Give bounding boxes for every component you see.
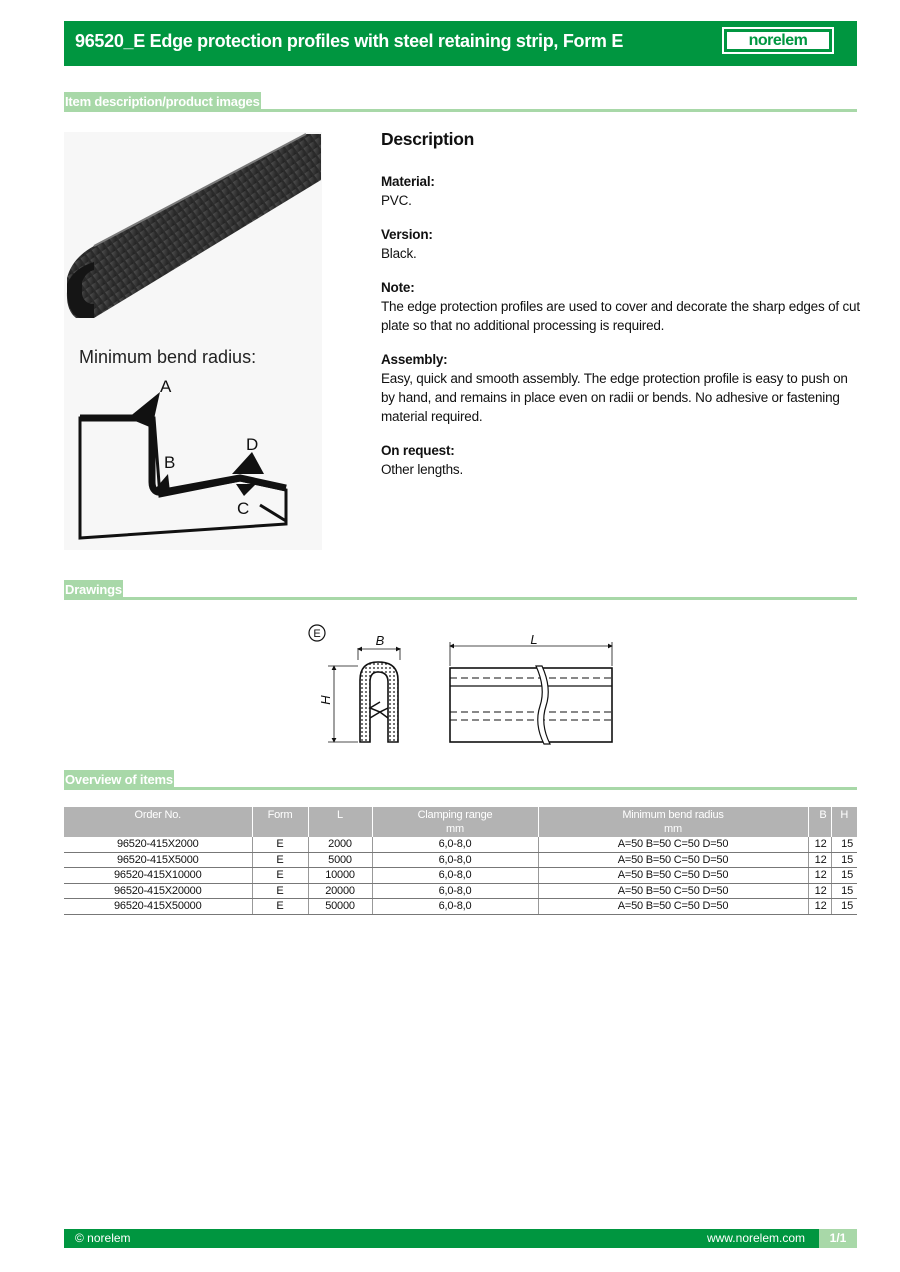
footer-copyright: © norelem bbox=[75, 1231, 131, 1245]
cell-form: E bbox=[252, 899, 308, 915]
product-photo-and-bend-diagram bbox=[64, 132, 322, 550]
cell-clamp: 6,0-8,0 bbox=[372, 883, 538, 899]
col-bend-unit: mm bbox=[664, 823, 682, 835]
footer-website-link[interactable]: www.norelem.com bbox=[706, 1231, 805, 1245]
cell-order: 96520-415X5000 bbox=[64, 852, 252, 868]
assembly-label: Assembly: bbox=[381, 352, 448, 367]
material-label: Material: bbox=[381, 174, 435, 189]
cell-clamp: 6,0-8,0 bbox=[372, 837, 538, 852]
cell-order: 96520-415X2000 bbox=[64, 837, 252, 852]
cell-b: 12 bbox=[808, 852, 831, 868]
table-row[interactable] bbox=[64, 837, 857, 852]
cell-h: 15 bbox=[831, 852, 857, 868]
cell-l: 10000 bbox=[308, 868, 372, 884]
section-drawings bbox=[64, 580, 857, 600]
section-divider bbox=[64, 787, 857, 790]
section-overview bbox=[64, 770, 857, 790]
col-b: B bbox=[808, 807, 831, 837]
cell-b: 12 bbox=[808, 899, 831, 915]
cell-form: E bbox=[252, 868, 308, 884]
cell-b: 12 bbox=[808, 868, 831, 884]
version-value: Black. bbox=[381, 246, 417, 261]
table-row[interactable] bbox=[64, 883, 857, 899]
cell-b: 12 bbox=[808, 837, 831, 852]
col-clamping bbox=[372, 807, 538, 837]
cell-l: 5000 bbox=[308, 852, 372, 868]
drawing-svg bbox=[300, 618, 630, 753]
note-value: The edge protection profiles are used to cover and decorate the sharp edges of cut plate so that no additional processing is required. bbox=[381, 299, 860, 333]
col-l: L bbox=[308, 807, 372, 837]
table-row[interactable] bbox=[64, 852, 857, 868]
cell-bend: A=50 B=50 C=50 D=50 bbox=[538, 883, 808, 899]
section-divider bbox=[64, 109, 857, 112]
table-header-row bbox=[64, 807, 857, 837]
cell-bend: A=50 B=50 C=50 D=50 bbox=[538, 899, 808, 915]
cell-bend: A=50 B=50 C=50 D=50 bbox=[538, 868, 808, 884]
section-divider bbox=[64, 597, 857, 600]
cell-l: 50000 bbox=[308, 899, 372, 915]
side-view-outline bbox=[450, 668, 612, 742]
col-bend bbox=[538, 807, 808, 837]
assembly-value: Easy, quick and smooth assembly. The edge protection profile is easy to push on by hand, and remains in place even on radii or bends. No adhesive or fastening material required. bbox=[381, 371, 848, 424]
norelem-logo bbox=[722, 27, 834, 54]
cell-form: E bbox=[252, 852, 308, 868]
dim-l-label: L bbox=[530, 632, 538, 647]
request-value: Other lengths. bbox=[381, 462, 463, 477]
cell-l: 20000 bbox=[308, 883, 372, 899]
cell-clamp: 6,0-8,0 bbox=[372, 868, 538, 884]
cell-order: 96520-415X20000 bbox=[64, 883, 252, 899]
form-label: E bbox=[313, 628, 321, 640]
footer-bar bbox=[64, 1229, 857, 1248]
table-row[interactable] bbox=[64, 899, 857, 915]
col-clamping-unit: mm bbox=[446, 823, 464, 835]
material-block bbox=[381, 172, 861, 210]
clamp-teeth-left bbox=[370, 702, 380, 718]
dim-h-label: H bbox=[318, 695, 333, 705]
description-panel bbox=[381, 128, 861, 494]
technical-drawing bbox=[300, 618, 630, 753]
cell-order: 96520-415X10000 bbox=[64, 868, 252, 884]
section-label: Overview of items bbox=[65, 772, 173, 787]
col-h: H bbox=[831, 807, 857, 837]
logo-text: norelem bbox=[727, 32, 829, 49]
label-d: D bbox=[246, 435, 259, 454]
cell-h: 15 bbox=[831, 883, 857, 899]
page-title: 96520_E Edge protection profiles with steel retaining strip, Form E bbox=[75, 31, 624, 51]
cell-form: E bbox=[252, 837, 308, 852]
cell-order: 96520-415X50000 bbox=[64, 899, 252, 915]
request-block bbox=[381, 441, 861, 479]
cell-h: 15 bbox=[831, 868, 857, 884]
page-number: 1/1 bbox=[819, 1229, 857, 1248]
items-table bbox=[64, 807, 857, 915]
section-label: Drawings bbox=[65, 582, 122, 597]
col-form: Form bbox=[252, 807, 308, 837]
table-row[interactable] bbox=[64, 868, 857, 884]
note-label: Note: bbox=[381, 280, 415, 295]
label-c: C bbox=[237, 499, 250, 518]
col-clamping-title: Clamping range bbox=[417, 809, 493, 821]
version-block bbox=[381, 225, 861, 263]
description-heading: Description bbox=[381, 129, 474, 149]
header-bar bbox=[64, 21, 857, 66]
col-order-no: Order No. bbox=[64, 807, 252, 837]
cell-bend: A=50 B=50 C=50 D=50 bbox=[538, 852, 808, 868]
cell-form: E bbox=[252, 883, 308, 899]
version-label: Version: bbox=[381, 227, 433, 242]
cell-clamp: 6,0-8,0 bbox=[372, 899, 538, 915]
cell-l: 2000 bbox=[308, 837, 372, 852]
cell-clamp: 6,0-8,0 bbox=[372, 852, 538, 868]
product-images bbox=[64, 132, 322, 550]
note-block bbox=[381, 278, 861, 335]
label-b: B bbox=[164, 453, 176, 472]
material-value: PVC. bbox=[381, 193, 412, 208]
cell-h: 15 bbox=[831, 899, 857, 915]
bend-caption: Minimum bend radius: bbox=[79, 347, 257, 367]
label-a: A bbox=[160, 377, 172, 396]
cell-b: 12 bbox=[808, 883, 831, 899]
cell-bend: A=50 B=50 C=50 D=50 bbox=[538, 837, 808, 852]
col-bend-title: Minimum bend radius bbox=[622, 809, 724, 821]
assembly-block bbox=[381, 350, 861, 426]
request-label: On request: bbox=[381, 443, 455, 458]
cell-h: 15 bbox=[831, 837, 857, 852]
section-label: Item description/product images bbox=[65, 94, 260, 109]
dim-b-label: B bbox=[375, 633, 385, 648]
clamp-teeth-right bbox=[380, 708, 388, 718]
section-item-description bbox=[64, 92, 857, 112]
